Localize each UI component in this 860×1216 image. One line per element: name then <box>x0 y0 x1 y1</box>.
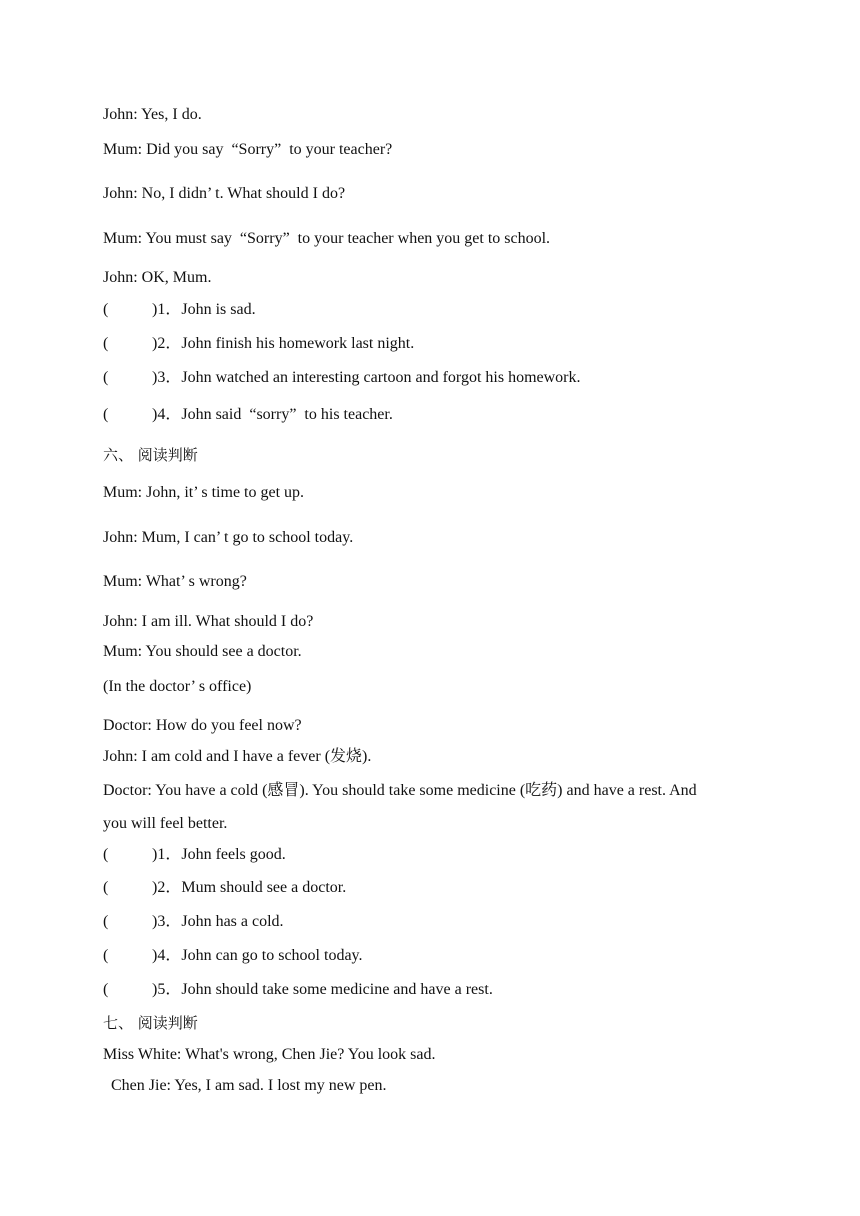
dialogue-line: John: OK, Mum. <box>103 269 212 286</box>
question-text: John said “sorry” to his teacher. <box>181 406 393 423</box>
dialogue-line: John: No, I didn’ t. What should I do? <box>103 185 346 202</box>
dialogue-line: (In the doctor’ s office) <box>103 678 252 695</box>
question-number: )1． <box>152 846 182 863</box>
question-item <box>103 980 493 1000</box>
answer-blank[interactable]: ( <box>103 981 109 998</box>
question-text: John finish his homework last night. <box>181 335 415 352</box>
question-number: )4． <box>152 947 182 964</box>
question-number: )2． <box>152 335 182 352</box>
question-text: John feels good. <box>181 846 286 863</box>
question-text: John can go to school today. <box>181 947 363 964</box>
dialogue-line: Mum: Did you say “Sorry” to your teacher? <box>103 141 393 158</box>
dialogue-line: John: I am ill. What should I do? <box>103 613 314 630</box>
question-text: John has a cold. <box>181 913 284 930</box>
answer-blank[interactable]: ( <box>103 301 109 318</box>
section-heading: 七、 阅读判断 <box>103 1014 198 1032</box>
dialogue-line: Mum: You must say “Sorry” to your teacher when you get to school. <box>103 230 551 247</box>
question-item <box>103 845 286 865</box>
question-number: )2． <box>152 879 182 896</box>
answer-blank[interactable]: ( <box>103 335 109 352</box>
question-text: Mum should see a doctor. <box>181 879 347 896</box>
dialogue-line: Miss White: What's wrong, Chen Jie? You look sad. <box>103 1046 436 1063</box>
section-heading: 六、 阅读判断 <box>103 446 198 464</box>
answer-blank[interactable]: ( <box>103 406 109 423</box>
answer-blank[interactable]: ( <box>103 879 109 896</box>
question-number: )3． <box>152 369 182 386</box>
question-text: John watched an interesting cartoon and forgot his homework. <box>181 369 581 386</box>
dialogue-line: you will feel better. <box>103 815 228 832</box>
question-text: John should take some medicine and have a rest. <box>181 981 493 998</box>
question-number: )1． <box>152 301 182 318</box>
question-number: )4． <box>152 406 182 423</box>
dialogue-line: Mum: What’ s wrong? <box>103 573 247 590</box>
answer-blank[interactable]: ( <box>103 913 109 930</box>
question-item <box>103 334 414 354</box>
dialogue-line: John: Yes, I do. <box>103 106 202 123</box>
question-text: John is sad. <box>181 301 256 318</box>
dialogue-line: Mum: You should see a doctor. <box>103 643 302 660</box>
dialogue-line: John: I am cold and I have a fever (发烧). <box>103 748 372 765</box>
question-number: )5． <box>152 981 182 998</box>
dialogue-line: Doctor: How do you feel now? <box>103 717 302 734</box>
dialogue-line: Mum: John, it’ s time to get up. <box>103 484 305 501</box>
question-item <box>103 405 393 425</box>
dialogue-line: Chen Jie: Yes, I am sad. I lost my new pen. <box>103 1077 387 1094</box>
answer-blank[interactable]: ( <box>103 947 109 964</box>
question-item <box>103 300 256 320</box>
question-number: )3． <box>152 913 182 930</box>
dialogue-line: Doctor: You have a cold (感冒). You should take some medicine (吃药) and have a rest. And <box>103 782 697 799</box>
answer-blank[interactable]: ( <box>103 369 109 386</box>
dialogue-line: John: Mum, I can’ t go to school today. <box>103 529 354 546</box>
question-item <box>103 878 346 898</box>
question-item <box>103 368 581 388</box>
question-item <box>103 946 363 966</box>
answer-blank[interactable]: ( <box>103 846 109 863</box>
question-item <box>103 912 284 932</box>
